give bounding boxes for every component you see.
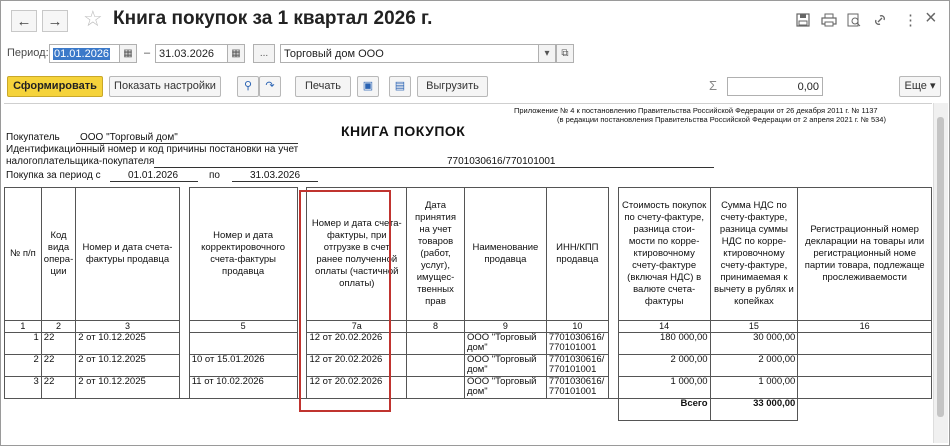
seller-cell	[464, 333, 546, 355]
column-number: 8	[407, 321, 465, 333]
table-row[interactable]	[5, 377, 932, 399]
row-number: 1	[5, 333, 42, 355]
column-gap	[608, 355, 618, 377]
seller-line-1: ООО "Торговый	[466, 376, 537, 387]
period-to-report: 31.03.2026	[250, 170, 301, 181]
inn-label-line-1: Идентификационный номер и код причины постановки на учет	[6, 144, 299, 155]
date-from-value: 01.01.2026	[54, 48, 110, 60]
highlight-frame	[299, 190, 391, 412]
period-label: Период:	[7, 47, 49, 59]
export-button[interactable]: Выгрузить	[417, 76, 488, 97]
header-cell: Наименование продавца	[464, 188, 546, 321]
sum-value: 0,00	[797, 81, 819, 93]
acceptance-date-cell	[407, 377, 465, 399]
correction-invoice-cell	[189, 333, 297, 355]
organization-value: Торговый дом ООО	[284, 48, 384, 60]
column-gap	[179, 377, 189, 399]
seller-line-2: дом"	[466, 364, 488, 375]
column-gap	[179, 333, 189, 355]
period-from-report: 01.01.2026	[128, 170, 179, 181]
operation-code: 22	[41, 377, 75, 399]
filter-row	[1, 41, 949, 69]
column-number: 14	[618, 321, 710, 333]
advance-invoice-cell: 12 от 20.02.2026	[307, 333, 407, 355]
inn-line-2: 770101001	[548, 386, 597, 397]
report-heading: КНИГА ПОКУПОК	[341, 123, 466, 139]
cost-cell: 180 000,00	[618, 333, 710, 355]
operation-code: 22	[41, 355, 75, 377]
table-row[interactable]	[5, 333, 932, 355]
calendar-to-icon[interactable]: ▦	[227, 44, 245, 63]
header-cell: ИНН/КПП продавца	[546, 188, 608, 321]
calendar-from-icon[interactable]: ▦	[119, 44, 137, 63]
page-title: Книга покупок за 1 квартал 2026 г.	[113, 8, 433, 29]
more-vertical-icon[interactable]: ⋮	[903, 12, 918, 29]
column-number: 3	[76, 321, 180, 333]
table-header-row	[5, 188, 932, 321]
advance-invoice-cell: 12 от 20.02.2026	[307, 355, 407, 377]
header-cell: Код вида опера-ции	[41, 188, 75, 321]
total-row	[5, 399, 932, 421]
link-icon[interactable]	[873, 13, 887, 27]
row-number: 3	[5, 377, 42, 399]
column-number: 7а	[307, 321, 407, 333]
generate-button[interactable]: Сформировать	[7, 76, 103, 97]
registration-cell	[798, 333, 932, 355]
inn-line-1: 7701030616/	[548, 354, 605, 365]
row-number: 2	[5, 355, 42, 377]
sum-icon: Σ	[709, 78, 718, 93]
report-sheet	[4, 103, 932, 444]
vertical-scrollbar[interactable]	[933, 103, 948, 443]
invoice-cell: 2 от 10.12.2025	[76, 333, 180, 355]
advance-invoice-cell: 12 от 20.02.2026	[307, 377, 407, 399]
period-dash: –	[144, 47, 151, 59]
header-cell: Регистрационный номер декларации на товары или регистрационный номе партии товара, подлежаще прослеживаемости	[798, 188, 932, 321]
header-cell: Номер и дата счета-фактуры продавца	[76, 188, 180, 321]
search-icon[interactable]: ⚲	[237, 76, 259, 97]
column-number: 15	[710, 321, 798, 333]
header-cell: Номер и дата корректировочного счета-фактуры продавца	[189, 188, 297, 321]
title-bar	[1, 1, 949, 39]
search-next-icon[interactable]: ↷	[259, 76, 281, 97]
column-number: 1	[5, 321, 42, 333]
date-from-input[interactable]	[49, 44, 120, 63]
forward-icon[interactable]: →	[42, 10, 68, 32]
invoice-cell: 2 от 10.12.2025	[76, 355, 180, 377]
buyer-label: Покупатель	[6, 132, 60, 143]
seller-inn-cell	[546, 377, 608, 399]
save-file-icon[interactable]: ▤	[389, 76, 411, 97]
cost-cell: 1 000,00	[618, 377, 710, 399]
period-label-report: Покупка за период с	[6, 170, 101, 181]
correction-invoice-cell: 10 от 15.01.2026	[189, 355, 297, 377]
column-gap	[179, 321, 189, 333]
header-cell: Сумма НДС по счету-фактуре, разница суммы НДС по корре-ктировочному счету-фактуре, принимаемая к вычету в рублях и копейках	[710, 188, 798, 321]
header-cell: № п/п	[5, 188, 42, 321]
seller-inn-cell	[546, 355, 608, 377]
column-number: 5	[189, 321, 297, 333]
header-cell: Номер и дата счета-фактуры, при отгрузке в счет ранее полученной оплаты (частичной оплаты)	[307, 188, 407, 321]
print-button[interactable]: Печать	[295, 76, 351, 97]
invoice-cell: 2 от 10.12.2025	[76, 377, 180, 399]
header-cell: Стоимость покупок по счету-фактуре, разница стои-мости по корре-ктировочному счету-фактуре (включая НДС) в валюте счета-фактуры	[618, 188, 710, 321]
column-number: 16	[798, 321, 932, 333]
total-vat: 33 000,00	[710, 399, 798, 421]
column-gap	[179, 188, 189, 321]
show-settings-button[interactable]: Показать настройки	[109, 76, 221, 97]
vat-cell: 30 000,00	[710, 333, 798, 355]
print-preview-icon[interactable]: ▣	[357, 76, 379, 97]
seller-line-2: дом"	[466, 386, 488, 397]
seller-cell	[464, 355, 546, 377]
column-gap	[608, 333, 618, 355]
appendix-line-1: Приложение № 4 к постановлению Правительства Российской Федерации от 26 декабря 2011 г. № 1137	[514, 106, 878, 115]
inn-line-2: 770101001	[548, 342, 597, 353]
scrollbar-thumb[interactable]	[937, 117, 944, 417]
date-to-value: 31.03.2026	[159, 48, 215, 60]
seller-line-2: дом"	[466, 342, 488, 353]
total-label: Всего	[618, 399, 710, 421]
period-to-label-report: по	[209, 170, 220, 181]
save-icon[interactable]	[796, 13, 810, 27]
cost-cell: 2 000,00	[618, 355, 710, 377]
more-button-label: Еще	[904, 80, 927, 92]
operation-code: 22	[41, 333, 75, 355]
vat-cell: 2 000,00	[710, 355, 798, 377]
sum-field[interactable]	[727, 77, 823, 96]
registration-cell	[798, 355, 932, 377]
chevron-down-icon[interactable]: ▾	[538, 44, 556, 63]
seller-inn-cell	[546, 333, 608, 355]
seller-line-1: ООО "Торговый	[466, 354, 537, 365]
header-cell: Дата принятия на учет товаров (работ, услуг), имущес-твенных прав	[407, 188, 465, 321]
column-gap	[608, 321, 618, 333]
printer-icon[interactable]	[821, 13, 837, 27]
period-to-underline	[232, 181, 318, 182]
table-row[interactable]	[5, 355, 932, 377]
seller-line-1: ООО "Торговый	[466, 332, 537, 343]
period-from-underline	[110, 181, 198, 182]
appendix-line-2: (в редакции постановления Правительства Российской Федерации от 2 апреля 2021 г. № 534)	[557, 115, 886, 124]
vat-cell: 1 000,00	[710, 377, 798, 399]
star-icon[interactable]: ☆	[83, 6, 103, 31]
close-icon[interactable]: ×	[925, 7, 937, 29]
more-button[interactable]: Еще ▾	[899, 76, 941, 97]
column-number-row	[5, 321, 932, 333]
buyer-value: ООО "Торговый дом"	[80, 132, 178, 143]
purchase-book-table	[4, 187, 932, 421]
inn-line-1: 7701030616/	[548, 376, 605, 387]
date-to-input[interactable]	[155, 44, 228, 63]
acceptance-date-cell	[407, 355, 465, 377]
inn-label-line-2: налогоплательщика-покупателя	[6, 156, 155, 167]
open-icon[interactable]: ⧉	[556, 44, 574, 63]
inn-line-2: 770101001	[548, 364, 597, 375]
inn-underline	[154, 167, 714, 168]
correction-invoice-cell: 11 от 10.02.2026	[189, 377, 297, 399]
column-number: 2	[41, 321, 75, 333]
registration-cell	[798, 377, 932, 399]
organization-select[interactable]	[280, 44, 539, 63]
back-icon[interactable]: ←	[11, 10, 37, 32]
seller-cell	[464, 377, 546, 399]
column-number: 9	[464, 321, 546, 333]
preview-icon[interactable]	[847, 13, 861, 27]
column-gap	[179, 355, 189, 377]
inn-value: 7701030616/770101001	[447, 156, 556, 167]
acceptance-date-cell	[407, 333, 465, 355]
column-gap	[608, 188, 618, 321]
period-choose-button[interactable]: ...	[253, 44, 275, 63]
column-number: 10	[546, 321, 608, 333]
inn-line-1: 7701030616/	[548, 332, 605, 343]
column-gap	[608, 377, 618, 399]
command-bar	[1, 73, 949, 101]
